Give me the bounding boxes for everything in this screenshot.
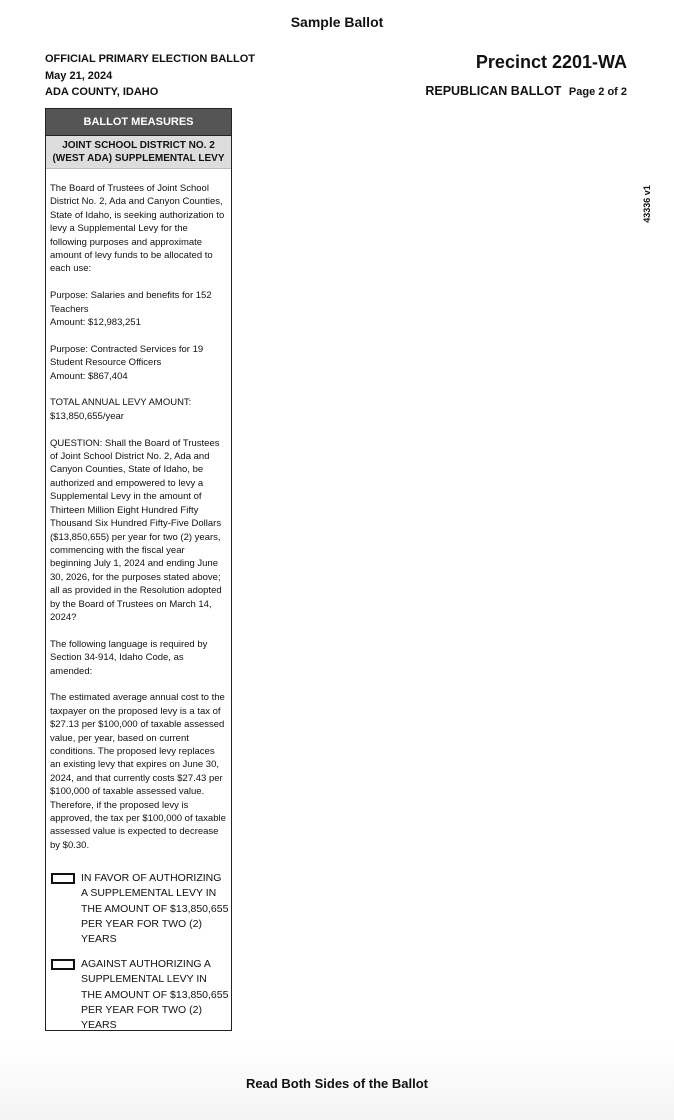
purpose-text: Purpose: Salaries and benefits for 152 Teachers (50, 290, 212, 315)
option-label: AGAINST AUTHORIZING A SUPPLEMENTAL LEVY IN THE AMOUNT OF $13,850,655 PER YEAR FOR TWO (2) YEARS (81, 958, 229, 1032)
vote-option-against[interactable] (46, 957, 231, 1033)
purpose-block (50, 289, 227, 329)
legal-notice: The following language is required by Section 34-914, Idaho Code, as amended: (50, 638, 208, 677)
county-name: ADA COUNTY, IDAHO (45, 86, 159, 98)
contest-title-line: (WEST ADA) SUPPLEMENTAL LEVY (52, 153, 225, 164)
vote-target-box[interactable] (51, 959, 75, 970)
option-label: IN FAVOR OF AUTHORIZING A SUPPLEMENTAL LEVY IN THE AMOUNT OF $13,850,655 PER YEAR FOR TWO (2) YEARS (81, 872, 229, 946)
election-date: May 21, 2024 (45, 69, 113, 82)
ballot-title: OFFICIAL PRIMARY ELECTION BALLOT (45, 53, 256, 65)
section-heading: BALLOT MEASURES (46, 109, 231, 136)
sample-ballot-title: Sample Ballot (290, 14, 384, 30)
measure-question: QUESTION: Shall the Board of Trustees of Joint School District No. 2, Ada and Canyon Counties, State of Idaho, be authorized and empowered to levy a Supplemental Levy in the amount of Thirteen Million Eight Hundred Fifty Thousand Six Hundred Fifty-Five Dollars ($13,850,655) per year for two (2) years, commencing with the fiscal year beginning July 1, 2024 and ending June 30, 2026, for the purposes stated above; all as provided in the Resolution adopted by the Board of Trustees on March 14, 2024? (50, 437, 222, 623)
precinct-label: Precinct 2201-WA (475, 52, 627, 72)
measure-text (46, 169, 231, 852)
purpose-text: Purpose: Contracted Services for 19 Student Resource Officers (50, 343, 204, 369)
footer-instruction: Read Both Sides of the Ballot (245, 1076, 428, 1091)
ballot-measures-column (45, 108, 232, 1031)
ballot-style-code: 43336 v1 (642, 185, 652, 223)
party-ballot-label: REPUBLICAN BALLOT (425, 84, 562, 98)
page-number: Page 2 of 2 (568, 86, 627, 98)
vote-option-in-favor[interactable] (46, 871, 231, 947)
contest-title-line: JOINT SCHOOL DISTRICT NO. 2 (62, 140, 215, 151)
election-info (45, 51, 255, 101)
amount-text: Amount: $12,983,251 (50, 317, 141, 329)
total-levy-amount: TOTAL ANNUAL LEVY AMOUNT: $13,850,655/year (50, 397, 192, 422)
amount-text: Amount: $867,404 (50, 370, 128, 382)
purpose-block (50, 343, 227, 383)
side-code (640, 184, 654, 224)
tax-impact-statement: The estimated average annual cost to the taxpayer on the proposed levy is a tax of $27.13 per $100,000 of taxable assessed value, per year, based on current conditions. The proposed levy replaces an existing levy that expires on June 30, 2024, and that currently costs $27.43 per $100,000 of taxable assessed value. Therefore, if the proposed levy is approved, the tax per $100,000 of taxable assessed value is expected to decrease by $0.30. (50, 692, 226, 851)
party-line (425, 84, 627, 98)
vote-target-box[interactable] (51, 873, 75, 884)
contest-title (46, 136, 231, 169)
measure-intro: The Board of Trustees of Joint School District No. 2, Ada and Canyon Counties, State of Idaho, is seeking authorization to levy a Supplemental Levy for the following purposes and approximate amount of levy funds to be allocated to each use: (50, 183, 225, 275)
